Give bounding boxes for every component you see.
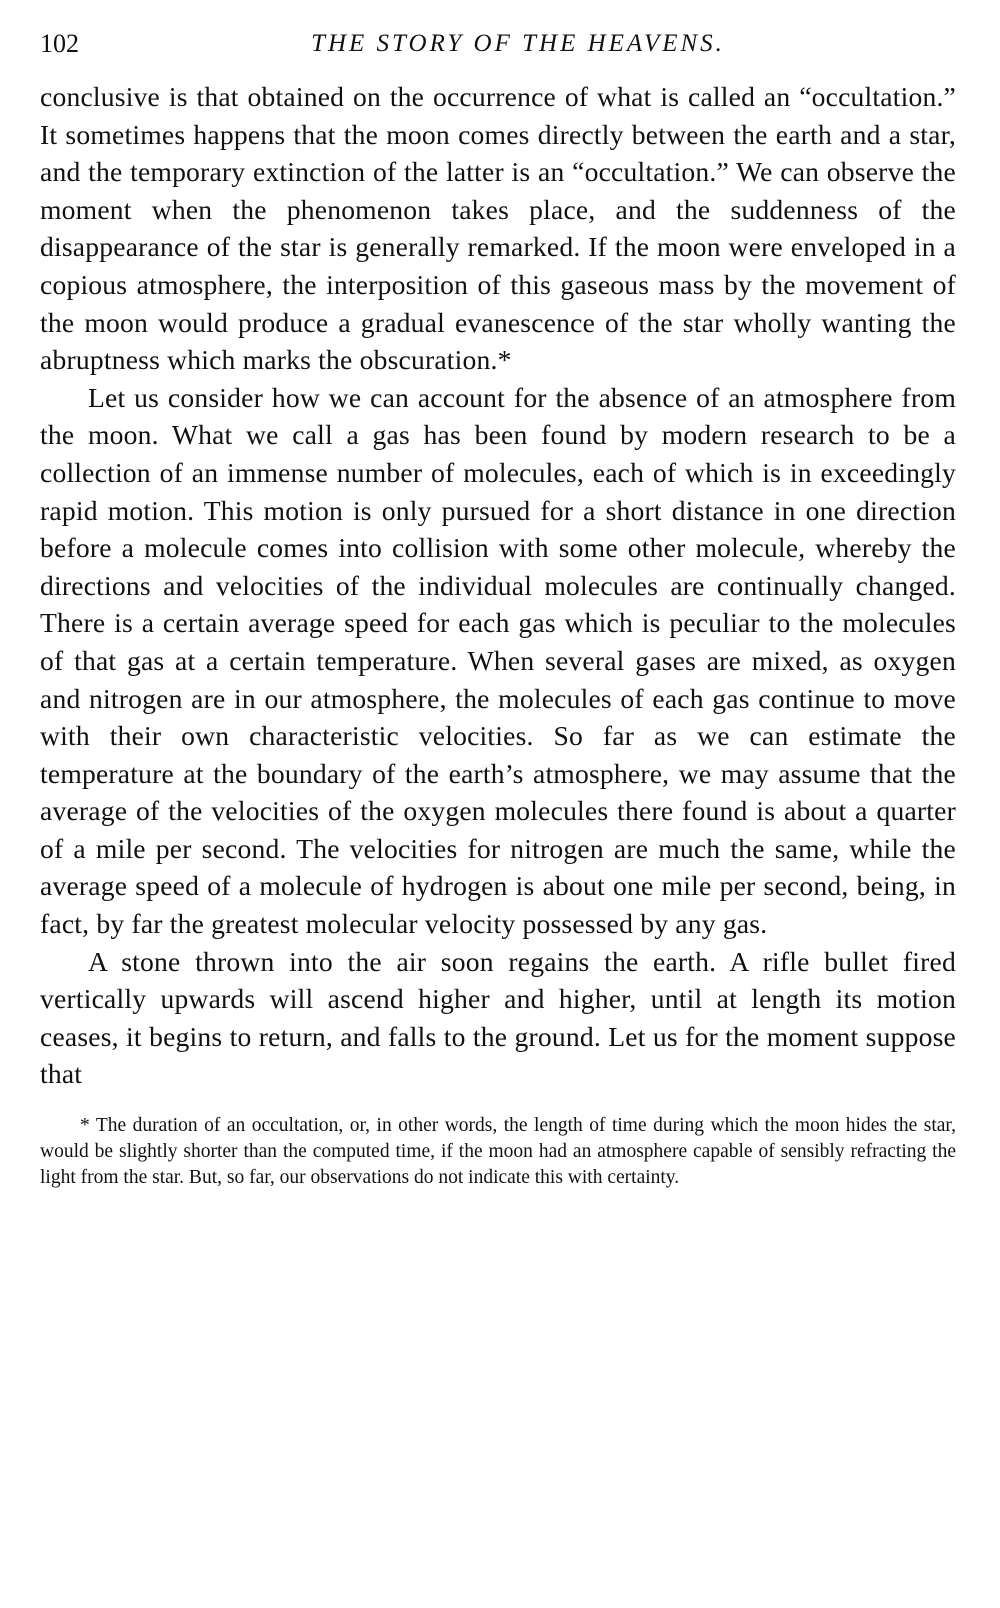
- paragraph-molecules: Let us consider how we can account for the absence of an atmosphere from the moon. What we call a gas has been found by modern research to be a collection of an immense number of molecules, each of which is in exceedingly rapid motion. This motion is only pursued for a short distance in one direction before a molecule comes into collision with some other molecule, whereby the directions and velocities of the individual molecules are continually changed. There is a certain average speed for each gas which is peculiar to the molecules of that gas at a certain temperature. When several gases are mixed, as oxygen and nitrogen are in our atmosphere, the molecules of each gas continue to move with their own characteristic velocities. So far as we can estimate the temperature at the boundary of the earth’s atmosphere, we may assume that the average of the velocities of the oxygen molecules there found is about a quarter of a mile per second. The velocities for nitrogen are much the same, while the average speed of a molecule of hydrogen is about one mile per second, being, in fact, by far the greatest molecular velocity possessed by any gas.: [40, 381, 956, 940]
- footnote: [40, 1113, 956, 1190]
- running-title: THE STORY OF THE HEAVENS.: [311, 30, 725, 57]
- page-header: [40, 26, 956, 66]
- paragraph-occultation: conclusive is that obtained on the occurrence of what is called an “occultation.” It sometimes happens that the moon comes directly between the earth and a star, and the temporary extinction of the latter is an “occultation.” We can observe the moment when the phenomenon takes place, and the suddenness of the disappearance of the star is generally remarked. If the moon were enveloped in a copious atmosphere, the interposition of this gaseous mass by the movement of the moon would produce a gradual evanescence of the star wholly wanting the abruptness which marks the obscuration.*: [40, 81, 956, 376]
- paragraph-stone: A stone thrown into the air soon regains the earth. A rifle bullet fired vertically upwards will ascend higher and higher, until at length its motion ceases, it begins to return, and falls to the ground. Let us for the moment suppose that: [40, 945, 956, 1090]
- book-page: [40, 26, 956, 1190]
- body-text: [40, 78, 956, 1093]
- footnote-text: * The duration of an occultation, or, in other words, the length of time during which the moon hides the star, would be slightly shorter than the computed time, if the moon had an atmosphere capable of sensibly refracting the light from the star. But, so far, our observations do not indicate this with certainty.: [40, 1115, 956, 1188]
- page-number: 102: [40, 29, 79, 58]
